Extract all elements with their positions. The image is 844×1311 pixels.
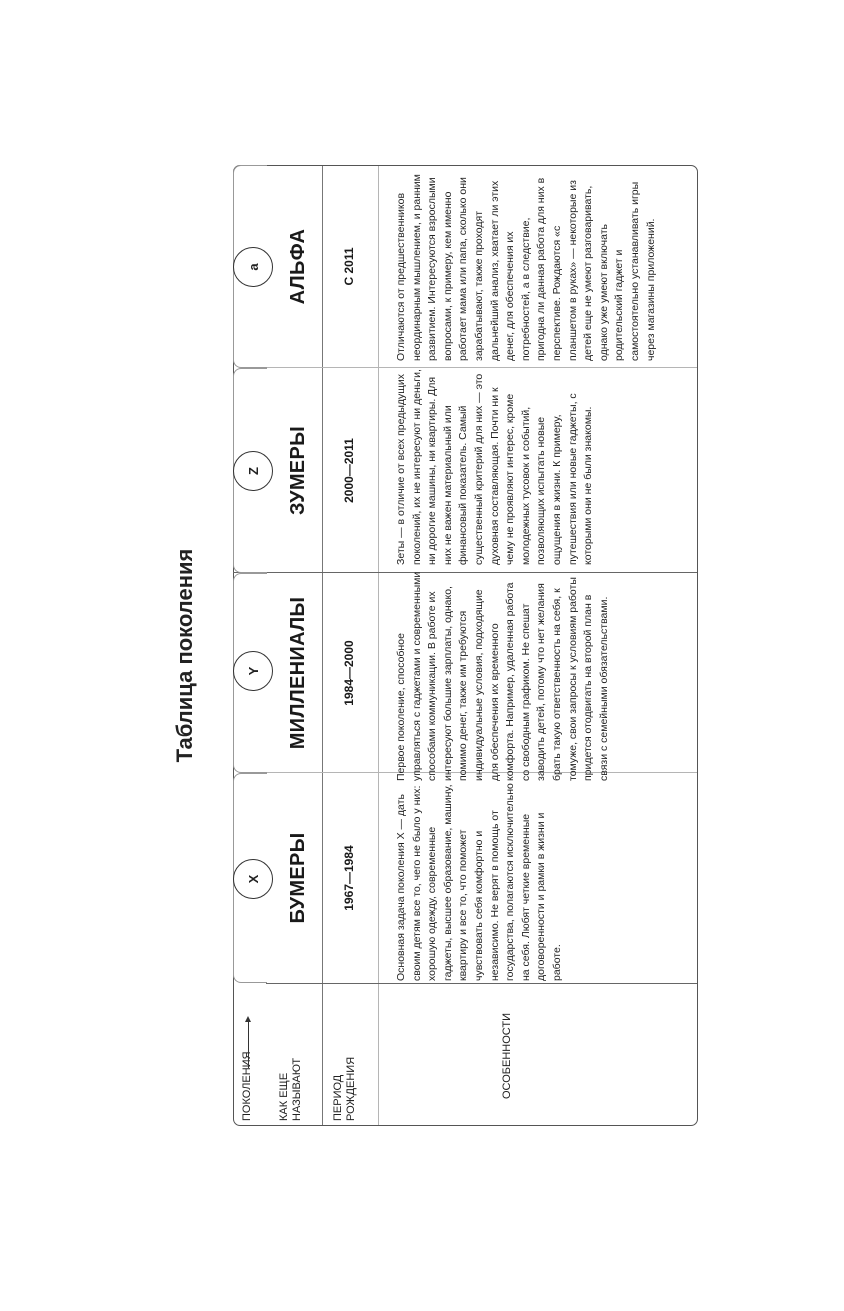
generation-name-y: МИЛЛЕНИАЛЫ [287,596,309,750]
generation-period-y: 1984—2000 [342,640,356,706]
generation-badge-z: Z [233,451,273,491]
page-title: Таблица поколения [172,548,197,763]
generations-label: ПОКОЛЕНИЯ [241,1051,253,1121]
generation-name-z: ЗУМЕРЫ [287,426,309,515]
arrow-right-icon [248,1018,249,1068]
generation-description-y: Первое поколение, способное управляться с гаджетами и современными способами коммуникации. В работе их интересуют большие зарплаты, однако, помимо денег, также им требуются индивидуальные условия, подходящие для обеспечения их временного комфорта. Например, удаленная работа со свободным графиком. Не спешат заводить детей, потому что нет желания брать такую ответственность на себя, к томуже, свои запросы к условиям работы придется отодвигать на второй план в связи с семейными обязательствами. [395,571,610,781]
column-divider-z [266,367,697,368]
row-divider-name [322,166,323,1125]
generation-description-x: Основная задача поколения X — дать своим детям все то, чего не было у них: хорошую одежду, современные гаджеты, высшее образование, машину, квартиру и все то, что поможет чувствовать себя комфортно и независимо. Не верят в помощь от государства, полагаются исключительно на себя. Любят четкие временные договоренности и рамки в жизни и работе. [395,783,563,981]
column-divider-label [266,983,697,984]
row-divider-period [378,166,379,1125]
generation-period-x: 1967—1984 [342,845,356,911]
generation-badge-x: X [233,859,273,899]
generation-description-z: Зеты — в отличие от всех предыдущих поколений, их не интересуют ни деньги, ни дорогие машины, ни квартиры. Для них не важен материальный или финансовый показатель. Самый существенный критерий для них — это духовная составляющая. Почти ни к чему не проявляют интерес, кроме молодежных тусовок и событий, позволяющих испытать новые ощущения в жизни. К примеру, путешествия или новые гаджеты, с которыми они не были знакомы. [395,369,595,565]
generation-period-alpha: С 2011 [342,247,356,286]
generation-badge-alpha: a [233,247,273,287]
generation-badge-y: Y [233,651,273,691]
generation-period-z: 2000—2011 [342,438,356,503]
features-label: ОСОБЕННОСТИ [501,1012,513,1100]
also-called-label: КАК ЕЩЕ НАЗЫВАЮТ [278,1057,303,1121]
generation-name-x: БУМЕРЫ [287,832,309,924]
generation-description-alpha: Отличаются от предшественников неординарным мышлением, и ранним развитием. Интересуются взрослыми вопросами, к примеру, кем именно работает мама или папа, сколько они зарабатывают, также проходят дальнейший анализ, хватает ли этих денег, для обеспечения их потребностей, а в следствие, пригодна ли данная работа для них в перспективе. Рождаются «с планшетом в руках» — некоторые из детей еще не умеют разговаривать, однако уже умеют включать родительский гаджет и самостоятельно устанавливать игры через магазины приложений. [395,174,657,361]
birth-period-label: ПЕРИОД РОЖДЕНИЯ [332,1056,357,1121]
generation-name-alpha: АЛЬФА [287,228,309,305]
